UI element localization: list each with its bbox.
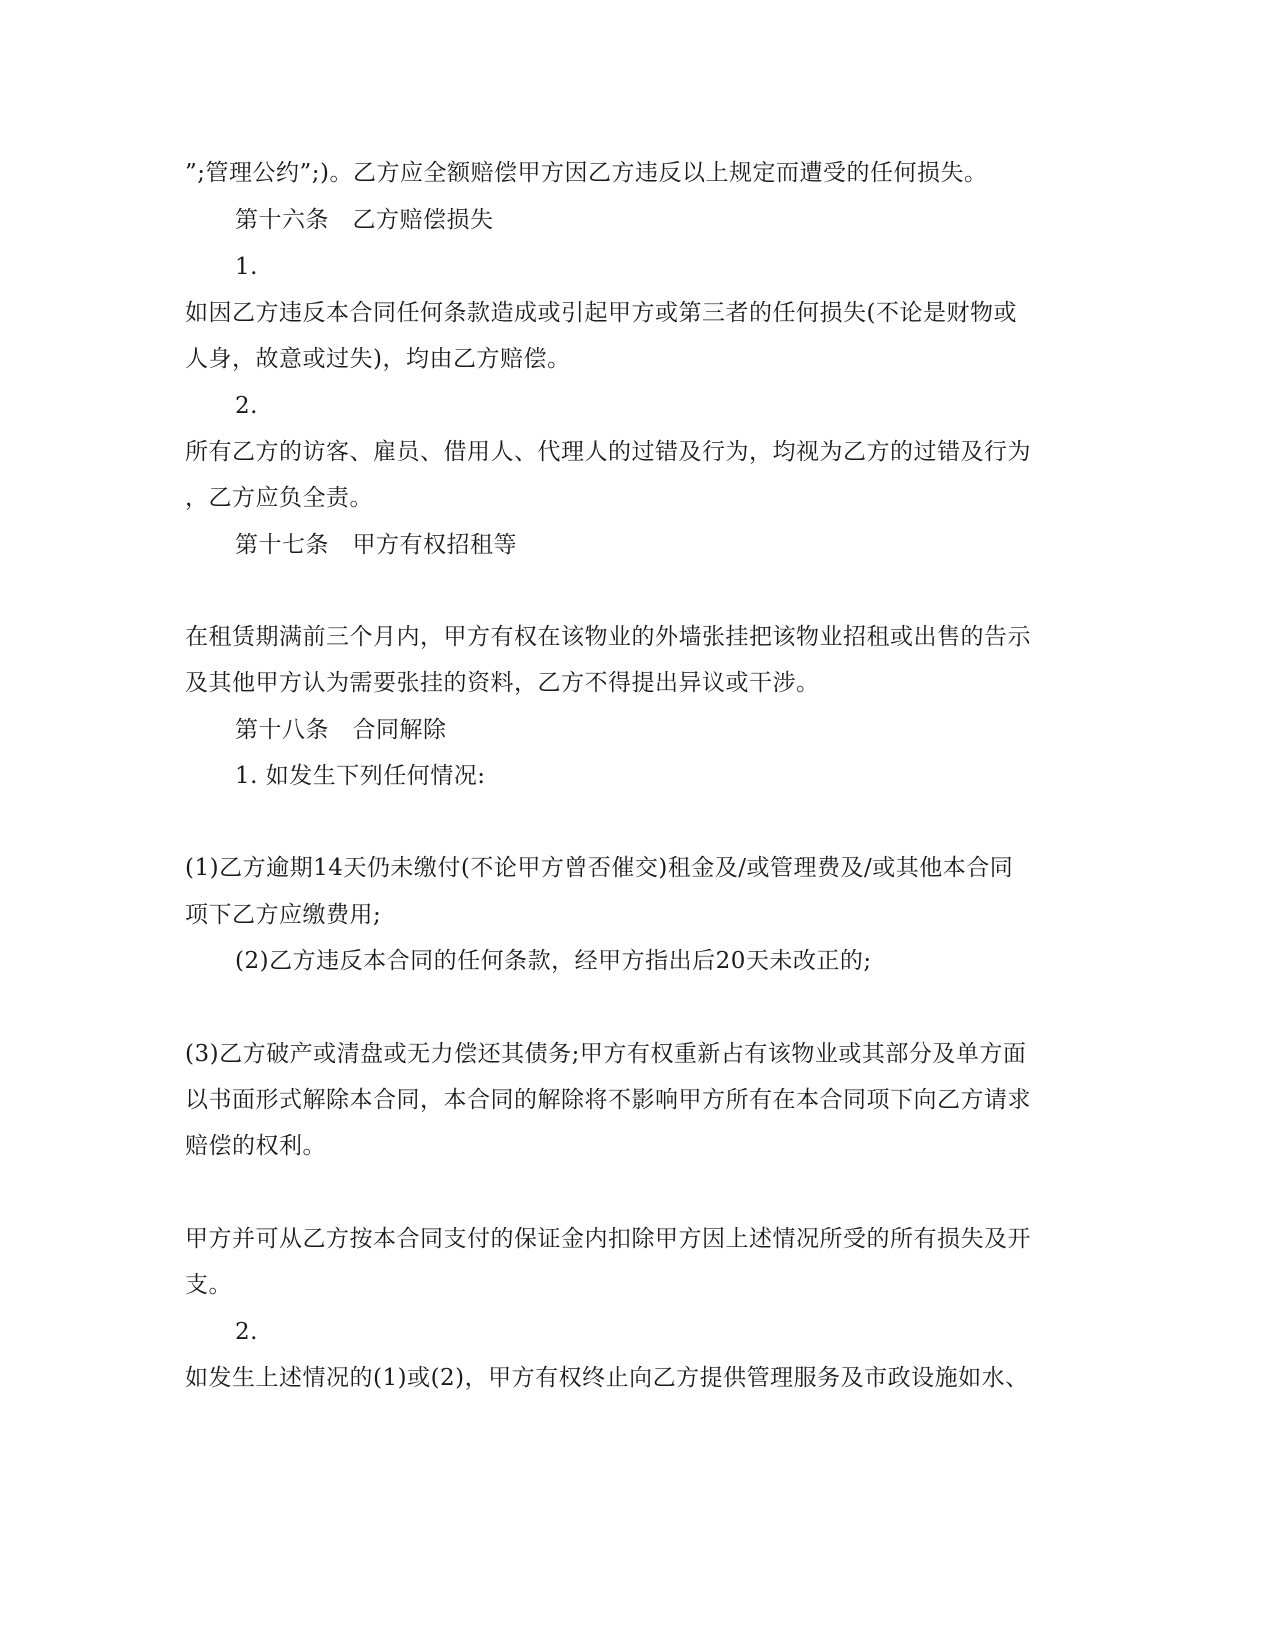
text-line: 项下乙方应缴费用; (185, 902, 382, 928)
text-line: 及其他甲方认为需要张挂的资料，乙方不得提出异议或干涉。 (185, 670, 820, 696)
clause-number: 2. (235, 393, 258, 419)
text-line: ，乙方应负全责。 (185, 485, 373, 511)
clause-line: (2)乙方违反本合同的任何条款，经甲方指出后20天未改正的; (235, 948, 872, 974)
text-line: (1)乙方逾期14天仍未缴付(不论甲方曾否催交)租金及/或管理费及/或其他本合同 (185, 855, 1014, 881)
text-line: 所有乙方的访客、雇员、借用人、代理人的过错及行为，均视为乙方的过错及行为 (185, 439, 1031, 465)
clause-number: 2. (235, 1319, 258, 1345)
text-line: 赔偿的权利。 (185, 1133, 326, 1159)
text-line: 以书面形式解除本合同，本合同的解除将不影响甲方所有在本合同项下向乙方请求 (185, 1087, 1031, 1113)
text-line: (3)乙方破产或清盘或无力偿还其债务;甲方有权重新占有该物业或其部分及单方面 (185, 1041, 1027, 1067)
text-line: 人身，故意或过失)，均由乙方赔偿。 (185, 346, 571, 372)
text-line: ”;管理公约”;)。乙方应全额赔偿甲方因乙方违反以上规定而遭受的任何损失。 (185, 160, 988, 186)
text-line: 在租赁期满前三个月内，甲方有权在该物业的外墙张挂把该物业招租或出售的告示 (185, 624, 1031, 650)
article-heading: 第十八条 合同解除 (235, 717, 447, 743)
article-heading: 第十六条 乙方赔偿损失 (235, 207, 494, 233)
text-line: 如因乙方违反本合同任何条款造成或引起甲方或第三者的任何损失(不论是财物或 (185, 300, 1017, 326)
text-line: 如发生上述情况的(1)或(2)，甲方有权终止向乙方提供管理服务及市政设施如水、 (185, 1365, 1029, 1391)
article-heading: 第十七条 甲方有权招租等 (235, 532, 517, 558)
text-line: 甲方并可从乙方按本合同支付的保证金内扣除甲方因上述情况所受的所有损失及开 (185, 1226, 1031, 1252)
clause-line: 1. 如发生下列任何情况: (235, 763, 486, 789)
clause-number: 1. (235, 254, 258, 280)
text-line: 支。 (185, 1272, 232, 1298)
